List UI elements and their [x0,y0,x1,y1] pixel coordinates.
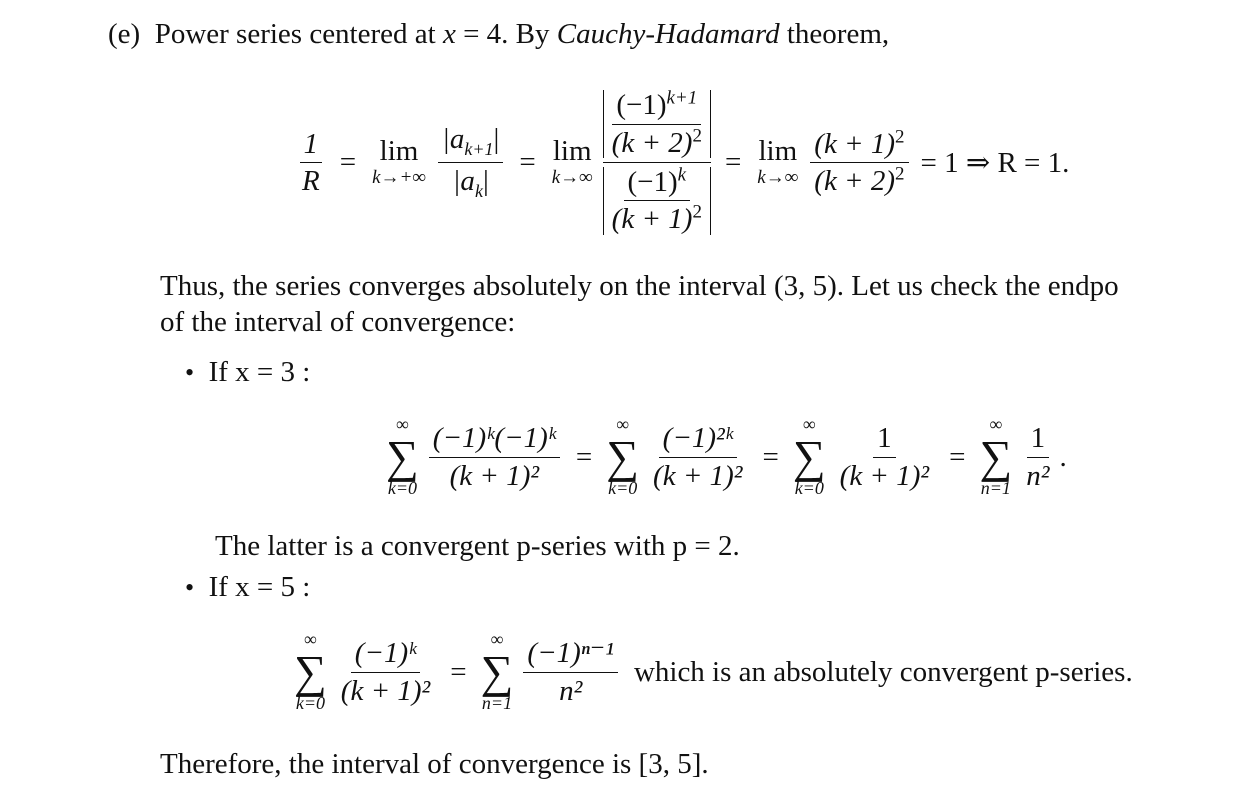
sum-5-sup: ∞ [303,629,317,650]
sum-2-sub: k=0 [608,477,638,498]
sum-2-sigma: ∑ [606,431,640,483]
frac-e3-2 [523,638,618,706]
e3-t2-num: (−1)ⁿ⁻¹ [523,638,618,672]
big-bot-den: (k + 1) [611,203,693,236]
e2-t2-num: (−1)²ᵏ [659,423,737,457]
equals-2: = [519,146,536,178]
lim-word-3: lim [758,134,798,167]
big-top-den-sq: 2 [692,124,702,146]
lim-sub-3: k→∞ [757,166,799,188]
e3-tail-text: which is an absolutely convergent p-series. [633,655,1133,688]
e2-t2-den: (k + 1)² [653,459,743,492]
sum-3-sigma: ∑ [792,431,826,483]
final-line: Therefore, the interval of convergence is [3, 5]. [160,748,709,780]
intro-text-3: theorem, [779,18,890,50]
lim-word-1: lim [379,134,419,167]
frac-e3-1 [337,638,434,706]
ratio-den: |a [452,165,475,197]
one-over-r [298,129,324,197]
frac-e2-4 [1022,423,1053,491]
big-top-num-sup: k+1 [666,87,698,109]
case-x3-label: If x = 3 : [208,356,311,388]
sum-5-sigma: ∑ [294,646,327,698]
ratio-num-sub: k+1 [464,139,494,160]
sum-4-sigma: ∑ [979,431,1013,483]
big-bot-num: (−1) [627,166,678,198]
e2-eq-1: = [575,440,593,473]
big-fraction [603,87,711,236]
big-top-den: (k + 2) [611,126,693,159]
sum-4-sup: ∞ [989,414,1003,435]
sum-6-sub: n=1 [481,692,513,713]
case-x5-label: If x = 5 : [208,571,311,603]
lim-word-2: lim [552,134,592,167]
ratio-frac: $\frac{|a_{k+1}|}{|a_k|}$ [438,124,503,200]
e2-t1-den: (k + 1)² [449,459,540,492]
e2-t3-den: (k + 1)² [839,459,930,492]
sum-4-sub: n=1 [980,477,1011,498]
bullet-1: • [185,358,195,387]
case-x3 [185,356,310,389]
equals-1: = [339,146,357,178]
res-den-sq: 2 [895,163,905,185]
bullet-2: • [185,573,195,602]
res-num-sq: 2 [895,125,905,147]
case-x5 [185,571,310,604]
big-bot-den-sq: 2 [692,201,702,223]
e2-t3-num: 1 [873,423,896,457]
sum-5 [294,630,327,713]
sum-1-sup: ∞ [395,414,409,435]
result-frac [810,125,908,197]
sum-3-sup: ∞ [802,414,816,435]
frac-e2-3 [836,423,933,491]
lhs-num: 1 [300,129,323,163]
radius-conclusion: = 1 ⇒ R = 1. [920,147,1070,179]
part-label: (e) [108,18,141,50]
sum-6 [481,630,514,713]
paragraph-line-1: Thus, the series converges absolutely on the interval (3, 5). Let us check the endpo [160,270,1119,302]
sum-1 [386,415,419,498]
endpoint-3-equation [382,412,1067,502]
limit-2 [551,134,593,189]
e2-period: . [1059,440,1067,473]
res-den: (k + 2) [814,165,896,197]
sum-4 [979,415,1012,498]
res-num: (k + 1) [814,127,896,160]
theorem-name: Cauchy-Hadamard [556,18,780,50]
sum-3-sub: k=0 [794,477,824,498]
e2-t4-den: n² [1026,459,1050,492]
radius-equation [292,80,1069,245]
frac-e2-2 [649,423,746,491]
e2-t4-num: 1 [1027,423,1050,457]
latter-line: The latter is a convergent p-series with p = 2. [215,530,740,562]
sum-5-sub: k=0 [295,692,325,713]
endpoint-5-equation [290,626,1133,718]
e3-t1-num: (−1)ᵏ [351,638,421,672]
sum-2 [606,415,639,498]
lim-sub-1: k→+∞ [372,166,426,188]
equals-3: = [724,146,742,178]
intro-text-1: Power series centered at [154,18,443,50]
paragraph-line-2: of the interval of convergence: [160,306,516,338]
big-bot-num-sup: k [677,164,687,186]
ratio-den-sub: k [474,180,483,201]
lhs-den: R [302,165,320,197]
sum-1-sub: k=0 [387,477,417,498]
e3-eq-1: = [450,655,467,688]
sum-6-sigma: ∑ [480,646,514,698]
frac-e2-1 [429,423,560,491]
e2-t1-num: (−1)ᵏ(−1)ᵏ [429,423,560,457]
ratio-num: |a [441,123,465,156]
limit-3 [757,134,799,189]
e2-eq-3: = [949,440,966,473]
e3-t1-den: (k + 1)² [340,674,431,707]
sum-3 [793,415,826,498]
sum-2-sup: ∞ [616,414,630,435]
e3-t2-den: n² [559,674,583,707]
intro-text-2: = 4. By [455,18,557,50]
intro-line [108,18,889,51]
lim-sub-2: k→∞ [551,166,593,188]
sum-6-sup: ∞ [490,629,504,650]
e2-eq-2: = [762,440,779,473]
sum-1-sigma: ∑ [386,431,419,483]
big-top-num: (−1) [616,89,667,122]
intro-var: x [442,18,456,50]
limit-1 [372,134,426,189]
